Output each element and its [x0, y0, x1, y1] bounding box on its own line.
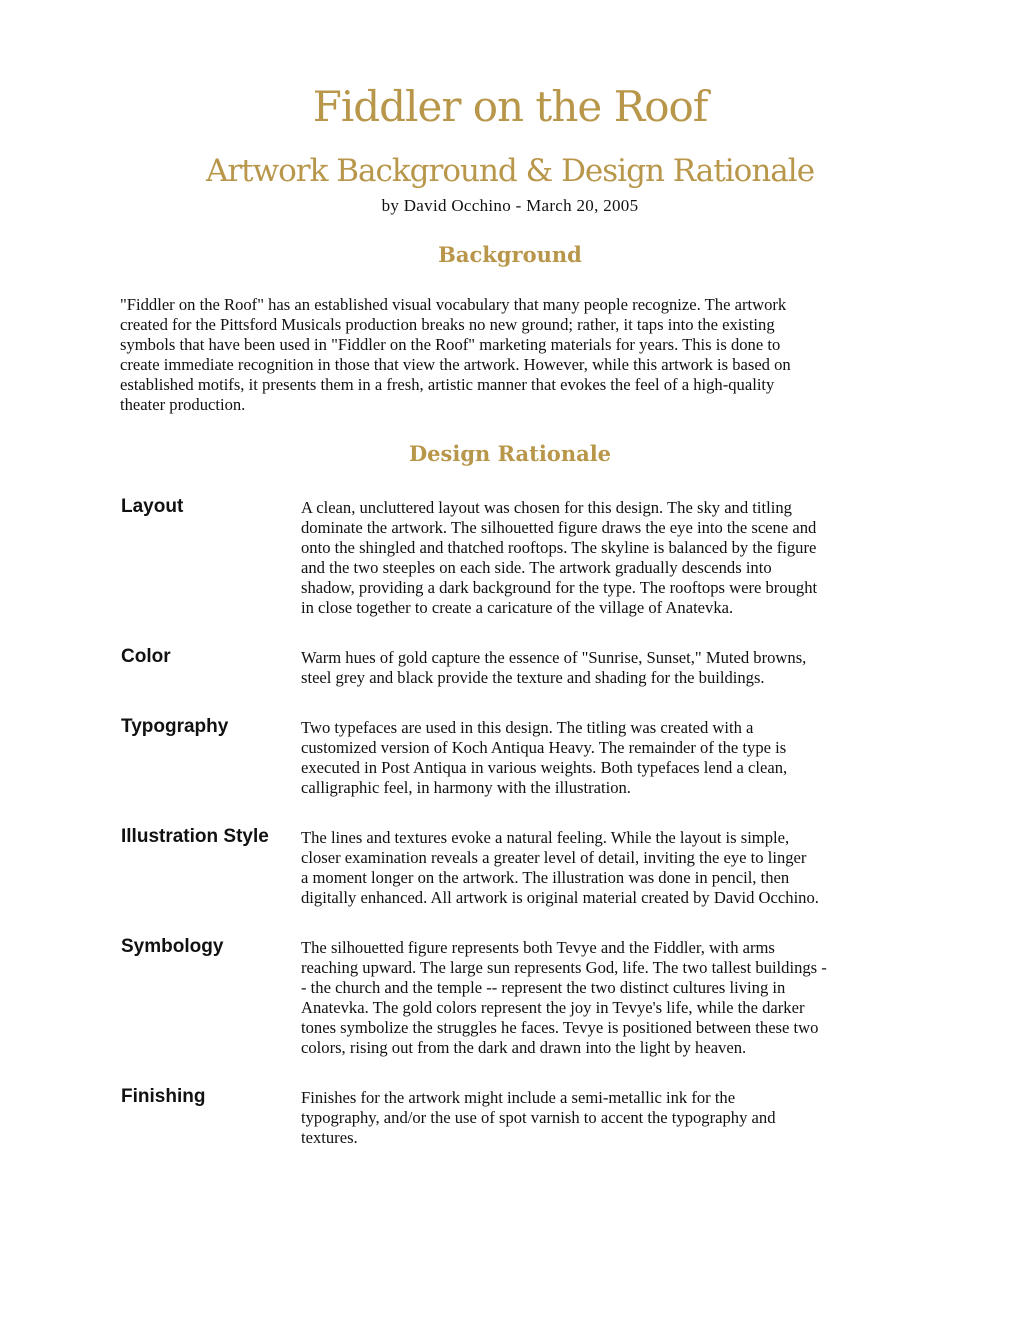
paragraph-line: closer examination reveals a greater level of detail, inviting the eye to linger	[301, 848, 807, 868]
paragraph-line: colors, rising out from the dark and drawn into the light by heaven.	[301, 1038, 747, 1058]
section-text	[301, 648, 806, 688]
document-title: Fiddler on the Roof	[312, 82, 708, 131]
paragraph-line: a moment longer on the artwork. The illustration was done in pencil, then	[301, 868, 790, 888]
paragraph-line: theater production.	[120, 395, 246, 415]
paragraph-line: A clean, uncluttered layout was chosen for this design. The sky and titling	[301, 498, 792, 517]
section-label: Finishing	[121, 1086, 206, 1107]
paragraph-line: The silhouetted figure represents both Tevye and the Fiddler, with arms	[301, 938, 775, 957]
paragraph-line: executed in Post Antiqua in various weights. Both typefaces lend a clean,	[301, 758, 788, 778]
paragraph-line: onto the shingled and thatched rooftops. The skyline is balanced by the figure	[301, 538, 817, 558]
paragraph-line: - the church and the temple -- represent the two distinct cultures living in	[301, 978, 786, 998]
section-text	[301, 938, 827, 1059]
rationale-heading: Design Rationale	[408, 441, 612, 466]
section-label: Illustration Style	[121, 826, 269, 847]
paragraph-line: create immediate recognition in those that view the artwork. However, while this artwork is based on	[120, 355, 791, 375]
background-paragraph	[120, 295, 791, 416]
paragraph-line: Finishes for the artwork might include a semi-metallic ink for the	[301, 1088, 736, 1107]
paragraph-line: dominate the artwork. The silhouetted figure draws the eye into the scene and	[301, 518, 817, 538]
section-label: Layout	[121, 496, 184, 517]
paragraph-line: tones symbolize the struggles he faces. Tevye is positioned between these two	[301, 1018, 819, 1038]
section-text	[301, 1088, 776, 1148]
section-label: Color	[121, 646, 171, 667]
paragraph-line: Two typefaces are used in this design. The titling was created with a	[301, 718, 754, 737]
paragraph-line: steel grey and black provide the texture and shading for the buildings.	[301, 668, 765, 688]
paragraph-line: symbols that have been used in "Fiddler on the Roof" marketing materials for years. This is done to	[120, 335, 781, 355]
byline: by David Occhino - March 20, 2005	[381, 196, 639, 215]
paragraph-line: Warm hues of gold capture the essence of "Sunrise, Sunset," Muted browns,	[301, 648, 807, 667]
document-subtitle: Artwork Background & Design Rationale	[205, 153, 815, 189]
section-label: Typography	[121, 716, 229, 737]
section-text	[301, 498, 817, 619]
paragraph-line: reaching upward. The large sun represents God, life. The two tallest buildings -	[301, 958, 827, 978]
paragraph-line: shadow, providing a dark background for the type. The rooftops were brought	[301, 578, 818, 598]
paragraph-line: customized version of Koch Antiqua Heavy. The remainder of the type is	[301, 738, 787, 758]
section-text	[301, 718, 787, 798]
paragraph-line: created for the Pittsford Musicals production breaks no new ground; rather, it taps into the existing	[120, 315, 775, 335]
section-label: Symbology	[121, 936, 224, 957]
paragraph-line: "Fiddler on the Roof" has an established visual vocabulary that many people recognize. The artwork	[120, 295, 787, 314]
paragraph-line: digitally enhanced. All artwork is original material created by David Occhino.	[301, 888, 819, 908]
paragraph-line: typography, and/or the use of spot varnish to accent the typography and	[301, 1108, 776, 1128]
section-text	[301, 828, 819, 908]
background-heading: Background	[438, 242, 582, 267]
paragraph-line: established motifs, it presents them in a fresh, artistic manner that evokes the feel of a high-quality	[120, 375, 775, 395]
paragraph-line: and the two steeples on each side. The artwork gradually descends into	[301, 558, 772, 578]
paragraph-line: in close together to create a caricature of the village of Anatevka.	[301, 598, 734, 618]
paragraph-line: Anatevka. The gold colors represent the joy in Tevye's life, while the darker	[301, 998, 805, 1018]
paragraph-line: calligraphic feel, in harmony with the illustration.	[301, 778, 631, 798]
paragraph-line: textures.	[301, 1128, 358, 1148]
paragraph-line: The lines and textures evoke a natural feeling. While the layout is simple,	[301, 828, 790, 847]
